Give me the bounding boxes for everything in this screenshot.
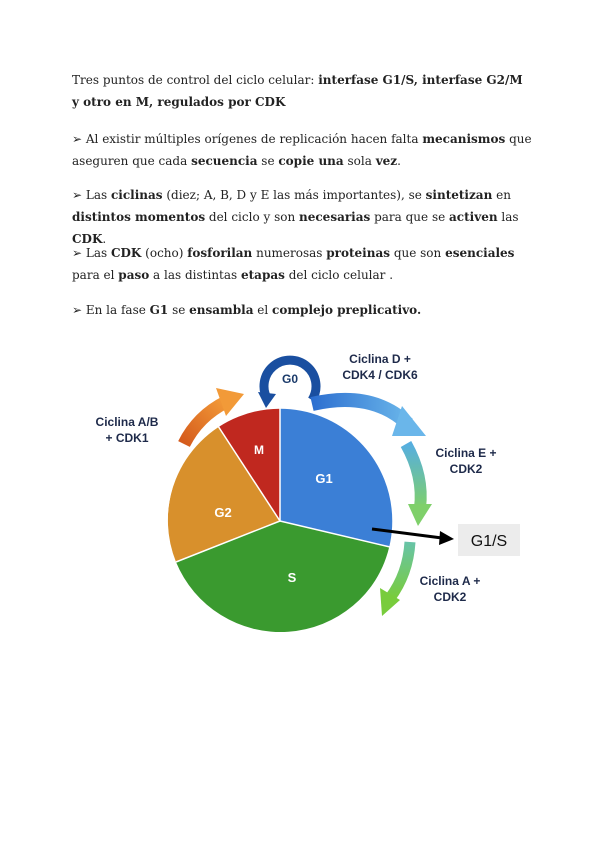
- g1s-checkpoint-label: G1/S: [470, 533, 508, 550]
- cell-cycle-pie: [167, 408, 393, 634]
- paragraph-3-segment-7: esenciales: [445, 246, 515, 260]
- paragraph-4-segment-2: se: [168, 303, 190, 317]
- paragraph-origins: [72, 128, 532, 172]
- cyclin-e-arrow: [406, 444, 432, 526]
- cyclin-e-label-line1: Ciclina E +: [435, 446, 497, 460]
- paragraph-2-segment-7: necesarias: [299, 210, 371, 224]
- paragraph-4-segment-3: ensambla: [189, 303, 254, 317]
- paragraph-2-segment-0: ➢ Las: [72, 188, 111, 202]
- paragraph-3-segment-1: CDK: [110, 246, 142, 260]
- paragraph-3-segment-3: fosforilan: [187, 246, 253, 260]
- paragraph-cyclins: [72, 184, 532, 250]
- paragraph-3-segment-11: etapas: [241, 268, 285, 282]
- cyclin-d-label-line1: Ciclina D +: [349, 352, 411, 366]
- paragraph-2-segment-1: ciclinas: [110, 188, 163, 202]
- paragraph-3-segment-5: proteinas: [326, 246, 390, 260]
- phase-label-g1: G1: [315, 471, 333, 486]
- paragraph-2-segment-11: CDK: [72, 232, 103, 246]
- paragraph-3-segment-6: que son: [390, 246, 446, 260]
- cyclin-ab-label-line1: Ciclina A/B: [95, 415, 159, 429]
- cyclin-e-label-line2: CDK2: [449, 462, 483, 476]
- paragraph-3-segment-4: numerosas: [252, 246, 327, 260]
- paragraph-4-segment-0: ➢ En la fase: [72, 303, 150, 317]
- paragraph-1-segment-1: mecanismos: [422, 132, 506, 146]
- paragraph-3-segment-0: ➢ Las: [72, 246, 111, 260]
- phase-label-m: M: [254, 443, 264, 457]
- paragraph-1-segment-4: se: [257, 154, 279, 168]
- paragraph-1-segment-5: copie una: [278, 154, 344, 168]
- paragraph-3-segment-10: a las distintas: [149, 268, 241, 282]
- paragraph-1-segment-0: ➢ Al existir múltiples orígenes de replicación hacen falta: [72, 132, 423, 146]
- paragraph-1-segment-7: vez: [375, 154, 398, 168]
- paragraph-2-segment-2: (diez; A, B, D y E las más importantes), se: [162, 188, 426, 202]
- paragraph-2-segment-10: las: [497, 210, 519, 224]
- paragraph-2-segment-9: activen: [449, 210, 498, 224]
- paragraph-g1: [72, 299, 532, 321]
- paragraph-checkpoints: [72, 69, 532, 113]
- paragraph-1-segment-8: .: [397, 154, 401, 168]
- paragraph-cdk: [72, 242, 532, 286]
- paragraph-3-segment-9: paso: [118, 268, 150, 282]
- cell-cycle-diagram: [80, 336, 540, 656]
- cyclin-a-label-line1: Ciclina A +: [419, 574, 481, 588]
- paragraph-0-segment-0: Tres puntos de control del ciclo celular:: [72, 73, 319, 87]
- paragraph-1-segment-3: secuencia: [191, 154, 258, 168]
- paragraph-3-segment-2: (ocho): [141, 246, 188, 260]
- paragraph-2-segment-3: sintetizan: [425, 188, 493, 202]
- cyclin-a-label-line2: CDK2: [433, 590, 467, 604]
- paragraph-4-segment-1: G1: [149, 303, 169, 317]
- paragraph-1-segment-6: sola: [343, 154, 376, 168]
- paragraph-2-segment-6: del ciclo y son: [205, 210, 300, 224]
- paragraph-2-segment-4: en: [492, 188, 511, 202]
- cyclin-d-label-line2: CDK4 / CDK6: [342, 368, 418, 382]
- paragraph-2-segment-5: distintos momentos: [72, 210, 206, 224]
- phase-label-g0: G0: [281, 372, 299, 386]
- paragraph-3-segment-8: para el: [72, 268, 119, 282]
- cyclin-ab-label-line2: + CDK1: [105, 431, 149, 445]
- paragraph-1-segment-2: que aseguren que cada: [72, 132, 532, 168]
- paragraph-4-segment-4: el: [253, 303, 273, 317]
- paragraph-2-segment-8: para que se: [370, 210, 450, 224]
- phase-label-s: S: [287, 570, 297, 585]
- paragraph-0-segment-1: interfase G1/S, interfase G2/M y otro en M, regulados por CDK: [72, 73, 523, 109]
- paragraph-3-segment-12: del ciclo celular .: [284, 268, 394, 282]
- phase-label-g2: G2: [214, 505, 232, 520]
- paragraph-4-segment-5: complejo preplicativo.: [272, 303, 422, 317]
- paragraph-2-segment-12: .: [102, 232, 107, 246]
